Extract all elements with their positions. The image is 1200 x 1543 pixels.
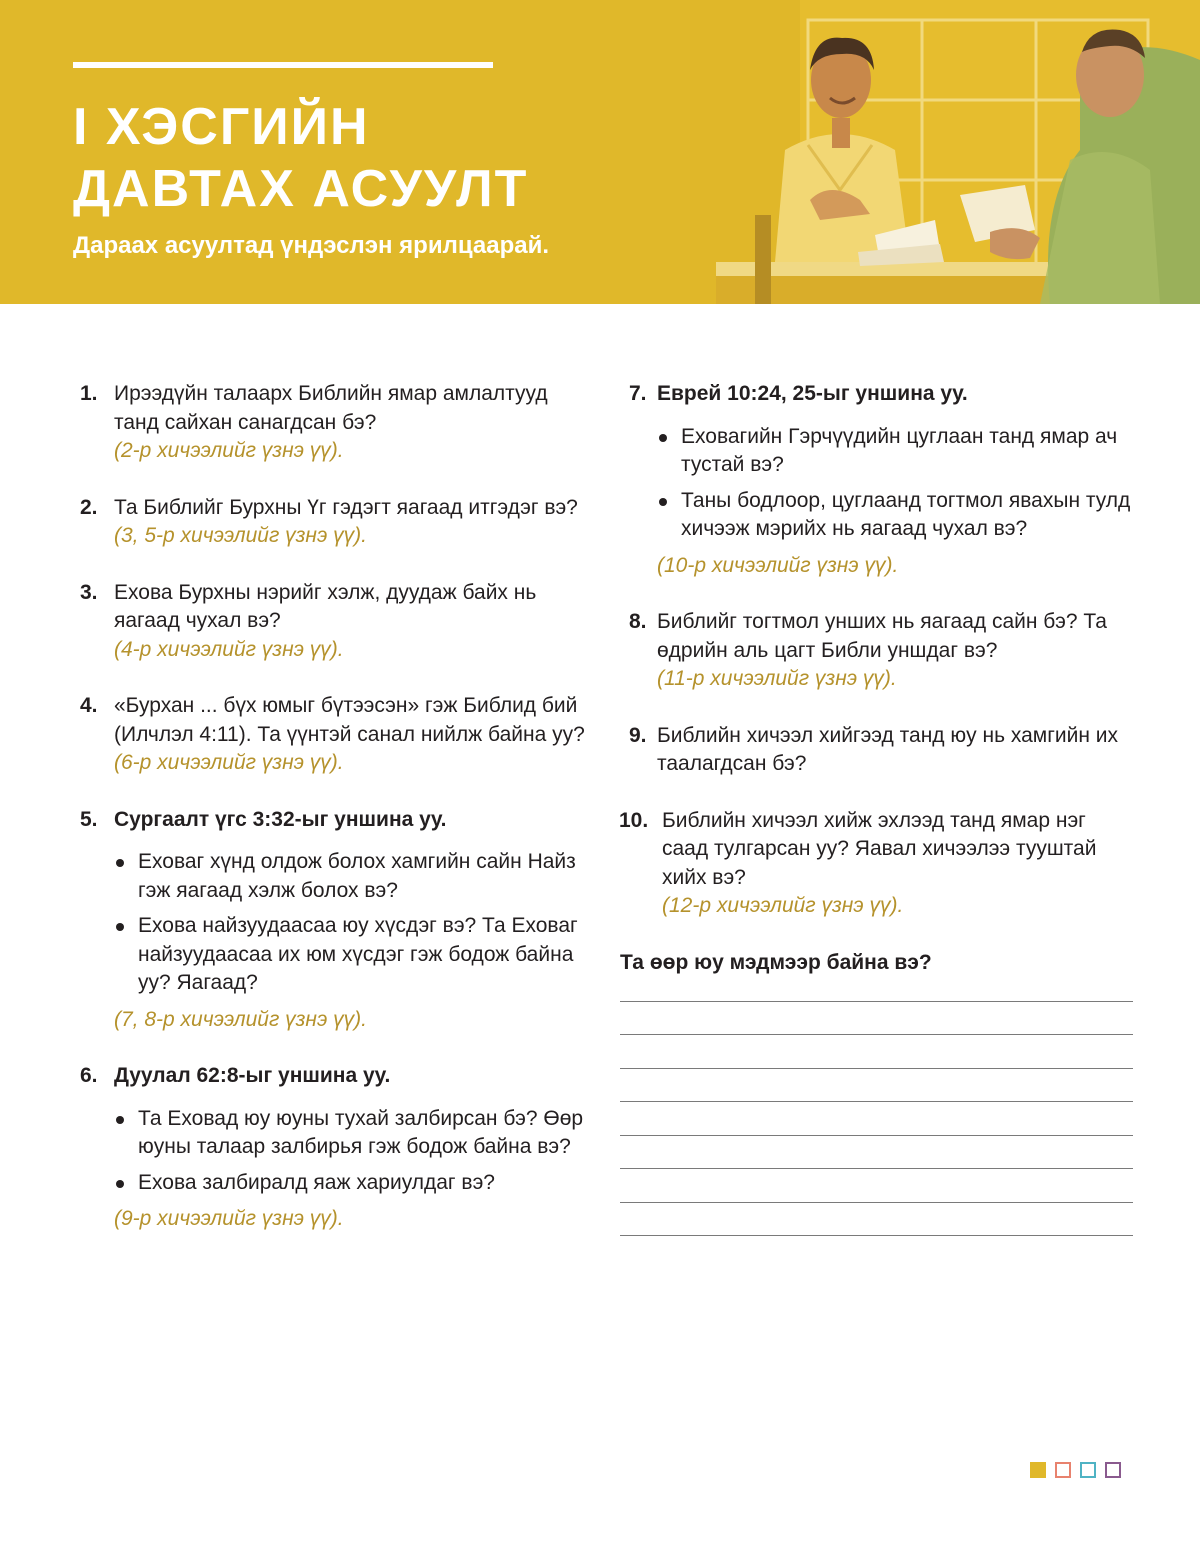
lesson-reference: (9-р хичээлийг үзнэ үү). (114, 1207, 344, 1230)
lesson-reference: (6-р хичээлийг үзнэ үү). (114, 751, 344, 774)
lesson-reference: (12-р хичээлийг үзнэ үү). (662, 894, 904, 917)
question-number: 8. (629, 610, 647, 633)
question-text: Та Библийг Бурхны Үг гэдэгт яагаад итгэдэг вэ? (114, 495, 578, 519)
lesson-reference: (3, 5-р хичээлийг үзнэ үү). (114, 524, 367, 547)
question-9 (617, 722, 1137, 779)
question-2 (80, 494, 585, 551)
question-10 (617, 807, 1137, 921)
answer-line[interactable] (620, 1034, 1133, 1035)
question-7 (617, 380, 1137, 580)
header-banner (0, 0, 1200, 304)
question-text: Библийн хичээл хийж эхлээд танд ямар нэг саад тулгарсан уу? Яавал хичээлээ тууштай хийх вэ? (662, 808, 1097, 889)
question-text: Ехова Бурхны нэрийг хэлж, дуудаж байх нь яагаад чухал вэ? (114, 580, 537, 632)
bullet-list (657, 423, 1137, 544)
bullet-list (114, 1105, 585, 1198)
answer-line[interactable] (620, 1101, 1133, 1102)
question-number: 3. (80, 580, 98, 604)
page-title (73, 96, 693, 220)
question-text: Библийг тогтмол унших нь яагаад сайн бэ? Та өдрийн аль цагт Библи уншдаг вэ? (657, 610, 1107, 662)
answer-line[interactable] (620, 1168, 1133, 1169)
questions-right-column (617, 380, 1137, 1269)
list-item: Еховагийн Гэрчүүдийн цуглаан танд ямар ач тустай вэ? (657, 423, 1137, 480)
questions-left-column (80, 380, 585, 1262)
answer-line[interactable] (620, 1135, 1133, 1136)
page-title-line2: ДАВТАХ АСУУЛТ (73, 160, 529, 218)
question-text: Ирээдүйн талаарх Библийн ямар амлалтууд танд сайхан санагдсан бэ? (114, 382, 548, 434)
question-1 (80, 380, 585, 466)
list-item: Ехова найзуудаасаа юу хүсдэг вэ? Та Еховаг найзуудаасаа их юм хүсдэг гэж бодож байна уу? Яагаад? (114, 912, 585, 998)
lesson-reference: (4-р хичээлийг үзнэ үү). (114, 637, 344, 661)
answer-line[interactable] (620, 1001, 1133, 1002)
section-square-outline-icon (1080, 1462, 1096, 1478)
section-square-outline-icon (1055, 1462, 1071, 1478)
question-number: 6. (80, 1064, 98, 1087)
question-5 (80, 806, 585, 1035)
scripture-reading: Дуулал 62:8-ыг уншина уу. (114, 1064, 391, 1087)
question-number: 4. (80, 694, 98, 717)
question-number: 1. (80, 382, 98, 405)
own-question-heading: Та өөр юу мэдмээр байна вэ? (620, 950, 932, 974)
question-number: 9. (629, 723, 647, 747)
question-6 (80, 1062, 585, 1234)
question-3 (80, 579, 585, 665)
section-square-outline-icon (1105, 1462, 1121, 1478)
lesson-reference: (7, 8-р хичээлийг үзнэ үү). (114, 1007, 367, 1031)
question-number: 10. (619, 808, 649, 832)
bullet-list (114, 848, 585, 998)
scripture-reading: Сургаалт үгс 3:32-ыг уншина уу. (114, 807, 447, 831)
answer-line[interactable] (620, 1202, 1133, 1203)
lesson-reference: (11-р хичээлийг үзнэ үү). (657, 667, 897, 690)
list-item: Еховаг хүнд олдож болох хамгийн сайн Найз гэж яагаад хэлж болох вэ? (114, 848, 585, 905)
section-indicator (1030, 1462, 1121, 1478)
answer-line[interactable] (620, 1068, 1133, 1069)
list-item: Таны бодлоор, цуглаанд тогтмол явахын тулд хичээж мэрийх нь яагаад чухал вэ? (657, 487, 1137, 544)
question-text: Библийн хичээл хийгээд танд юу нь хамгийн их таалагдсан бэ? (657, 723, 1119, 775)
answer-line[interactable] (620, 1235, 1133, 1236)
lesson-reference: (10-р хичээлийг үзнэ үү). (657, 553, 899, 577)
page-title-line1: I ХЭСГИЙН (73, 98, 370, 156)
list-item: Та Еховад юу юуны тухай залбирсан бэ? Өөр юуны талаар залбирья гэж бодож байна вэ? (114, 1105, 585, 1162)
question-number: 7. (629, 382, 647, 405)
two-men-studying-illustration (690, 0, 1200, 304)
header-rule (73, 62, 493, 68)
lesson-reference: (2-р хичээлийг үзнэ үү). (114, 439, 344, 462)
list-item: Ехова залбиралд яаж хариулдаг вэ? (114, 1169, 585, 1198)
answer-lines[interactable] (617, 1001, 1137, 1237)
question-8 (617, 608, 1137, 694)
question-number: 2. (80, 495, 98, 519)
question-number: 5. (80, 807, 98, 831)
question-text: «Бурхан ... бүх юмыг бүтээсэн» гэж Библид бий (Илчлэл 4:11). Та үүнтэй санал нийлж байна уу? (114, 694, 585, 746)
page-subtitle: Дараах асуултад үндэслэн ярилцаарай. (73, 232, 550, 259)
scripture-reading: Еврей 10:24, 25-ыг уншина уу. (657, 382, 968, 405)
section-square-filled-icon (1030, 1462, 1046, 1478)
question-4 (80, 692, 585, 778)
